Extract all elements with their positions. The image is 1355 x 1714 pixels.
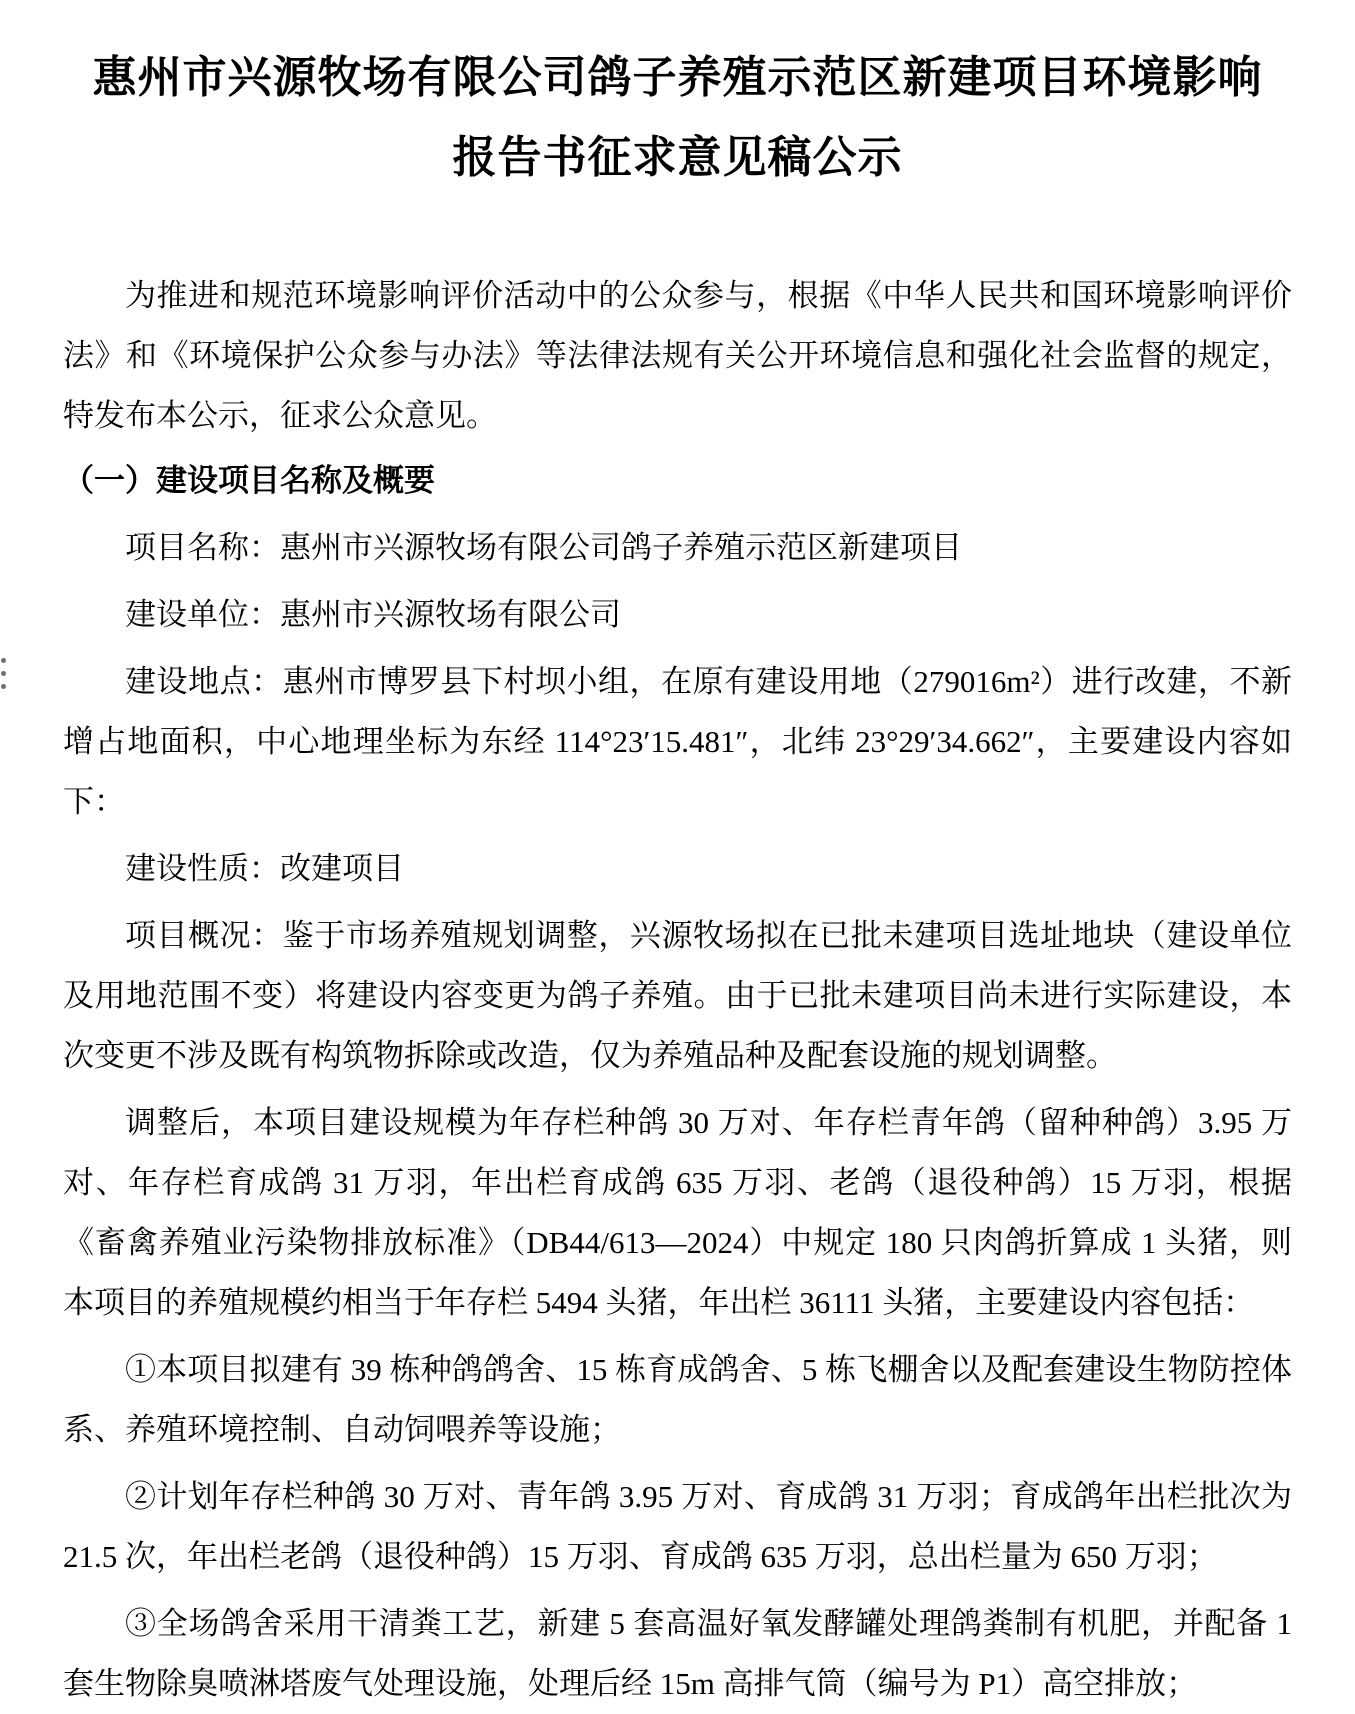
paragraph-item-3-manure-process: ③全场鸽舍采用干清粪工艺，新建 5 套高温好氧发酵罐处理鸽粪制有机肥，并配备 1 套生物除臭喷淋塔废气处理设施，处理后经 15m 高排气筒（编号为 P1）高空排放；	[63, 1606, 1292, 1701]
drag-handle-dot-icon	[1, 684, 6, 689]
left-margin-drag-handle[interactable]	[1, 658, 6, 689]
paragraph-item-2-stock-plan: ②计划年存栏种鸽 30 万对、青年鸽 3.95 万对、育成鸽 31 万羽；育成鸽年出栏批次为 21.5 次，年出栏老鸽（退役种鸽）15 万羽、育成鸽 635 万羽，总出栏量为 650 万羽；	[63, 1479, 1292, 1574]
document-title-line-2: 报告书征求意见稿公示	[452, 133, 903, 182]
drag-handle-dot-icon	[1, 658, 6, 663]
section-heading-project-name-and-summary: （一）建设项目名称及概要	[63, 463, 435, 498]
paragraph-construction-nature: 建设性质：改建项目	[125, 851, 404, 886]
paragraph-construction-location: 建设地点：惠州市博罗县下村坝小组，在原有建设用地（279016m²）进行改建，不新增占地面积，中心地理坐标为东经 114°23′15.481″，北纬 23°29′34.662″，主要建设内容如下：	[63, 664, 1292, 819]
paragraph-project-name: 项目名称：惠州市兴源牧场有限公司鸽子养殖示范区新建项目	[125, 530, 962, 565]
document-title	[63, 38, 1292, 198]
paragraph-adjusted-scale: 调整后，本项目建设规模为年存栏种鸽 30 万对、年存栏青年鸽（留种种鸽）3.95 万对、年存栏育成鸽 31 万羽，年出栏育成鸽 635 万羽、老鸽（退役种鸽）15 万羽，根据《畜禽养殖业污染物排放标准》（DB44/613—2024）中规定 180 只肉鸽折算成 1 头猪，则本项目的养殖规模约相当于年存栏 5494 头猪，年出栏 36111 头猪，主要建设内容包括：	[63, 1105, 1292, 1320]
document-title-line-1: 惠州市兴源牧场有限公司鸽子养殖示范区新建项目环境影响	[92, 53, 1263, 102]
drag-handle-dot-icon	[1, 671, 6, 676]
paragraph-intro: 为推进和规范环境影响评价活动中的公众参与，根据《中华人民共和国环境影响评价法》和《环境保护公众参与办法》等法律法规有关公开环境信息和强化社会监督的规定，特发布本公示，征求公众意见。	[63, 278, 1292, 433]
paragraph-construction-unit: 建设单位：惠州市兴源牧场有限公司	[125, 597, 621, 632]
paragraph-project-overview: 项目概况：鉴于市场养殖规划调整，兴源牧场拟在已批未建项目选址地块（建设单位及用地范围不变）将建设内容变更为鸽子养殖。由于已批未建项目尚未进行实际建设，本次变更不涉及既有构筑物拆除或改造，仅为养殖品种及配套设施的规划调整。	[63, 918, 1292, 1073]
paragraph-item-1-buildings: ①本项目拟建有 39 栋种鸽鸽舍、15 栋育成鸽舍、5 栋飞棚舍以及配套建设生物防控体系、养殖环境控制、自动饲喂养等设施；	[63, 1352, 1292, 1447]
